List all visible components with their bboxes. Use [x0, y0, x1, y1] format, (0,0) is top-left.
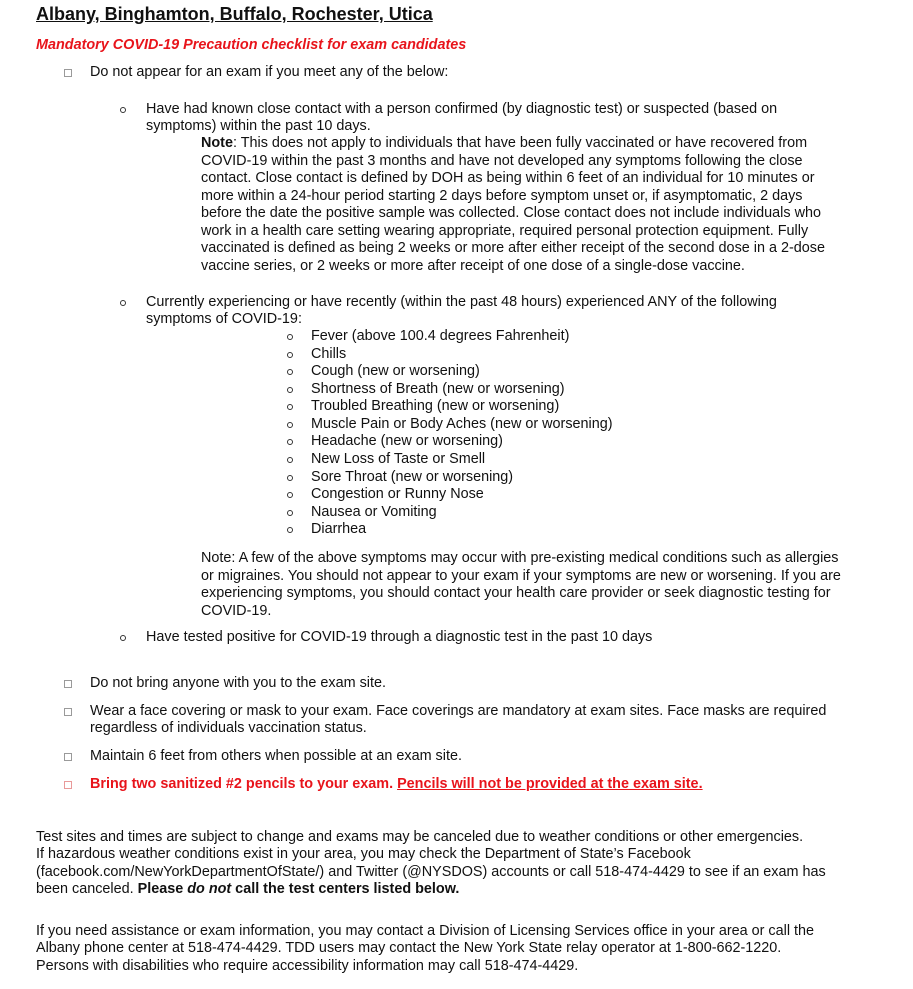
bullet-circle-icon — [120, 300, 126, 306]
footer-please: Please — [137, 881, 188, 897]
footer-para1-line1: Test sites and times are subject to change and exams may be canceled due to weather conditions or other emergencies. — [36, 829, 804, 845]
footer-para2-line2: Albany phone center at 518-474-4429. TDD users may contact the New York State relay operator at 1-800-662-1220. — [36, 940, 782, 956]
symptom-item: Nausea or Vomiting — [311, 504, 437, 520]
bullet-circle-icon — [287, 527, 293, 533]
close-contact-note-line1 — [201, 135, 807, 153]
footer-para2-line1: If you need assistance or exam information, you may contact a Division of Licensing Services office in your area or call the — [36, 923, 815, 939]
bullet-circle-icon — [287, 457, 293, 463]
close-contact-note-line8: vaccine series, or 2 weeks or more after receipt of one dose of a single-dose vaccine. — [201, 258, 745, 274]
symptoms-note-line2: or migraines. You should not appear to your exam if your symptoms are new or worsening. If you are — [201, 568, 841, 584]
symptoms-note-line3: experiencing symptoms, you should contact your health care provider or seek diagnostic testing for — [201, 585, 831, 601]
symptom-item: Cough (new or worsening) — [311, 363, 480, 379]
pencils-warning: Pencils will not be provided at the exam site. — [397, 776, 703, 792]
close-contact-note-line7: vaccinated is defined as being 2 weeks or more after either receipt of the second dose in a 2-dose — [201, 240, 825, 256]
note-label: Note — [201, 135, 233, 151]
bullet-circle-icon — [287, 334, 293, 340]
bullet-circle-icon — [287, 404, 293, 410]
bullet-circle-icon — [287, 475, 293, 481]
bullet-circle-icon — [287, 352, 293, 358]
footer-para1-line2: If hazardous weather conditions exist in your area, you may check the Department of State’s Facebook — [36, 846, 691, 862]
close-contact-note-line3: contact. Close contact is defined by DOH as being within 6 feet of an individual for 10 minutes or — [201, 170, 815, 186]
close-contact-note-line2: COVID-19 within the past 3 months and have not developed any symptoms following the close — [201, 153, 803, 169]
close-contact-line1: Have had known close contact with a person confirmed (by diagnostic test) or suspected (based on — [146, 101, 778, 117]
checkbox-icon — [64, 781, 72, 789]
symptoms-intro-line1: Currently experiencing or have recently (within the past 48 hours) experienced ANY of the following — [146, 294, 777, 310]
note-text: : This does not apply to individuals that have been fully vaccinated or have recovered from — [232, 135, 808, 151]
checklist-item-no-guests: Do not bring anyone with you to the exam site. — [90, 675, 386, 691]
close-contact-line2: symptoms) within the past 10 days. — [146, 118, 371, 134]
symptoms-note-line1: Note: A few of the above symptoms may occur with pre-existing medical conditions such as allergies — [201, 550, 839, 566]
symptom-item: Troubled Breathing (new or worsening) — [311, 398, 560, 414]
bullet-circle-icon — [287, 492, 293, 498]
checklist-title: Mandatory COVID-19 Precaution checklist for exam candidates — [36, 37, 467, 53]
close-contact-note-line5: before the date the positive sample was collected. Close contact does not include individuals who — [201, 205, 821, 221]
footer-do-not: do not — [187, 881, 232, 897]
bullet-circle-icon — [287, 510, 293, 516]
footer-para2-line3: Persons with disabilities who require accessibility information may call 518-474-4429. — [36, 958, 579, 974]
checkbox-icon — [64, 753, 72, 761]
footer-para1-line3: (facebook.com/NewYorkDepartmentOfState/) and Twitter (@NYSDOS) accounts or call 518-474-4429 to see if an exam has — [36, 864, 826, 880]
symptom-item: Congestion or Runny Nose — [311, 486, 484, 502]
checkbox-icon — [64, 69, 72, 77]
symptom-item: Diarrhea — [311, 521, 367, 537]
symptom-item: Shortness of Breath (new or worsening) — [311, 381, 565, 397]
bullet-circle-icon — [287, 422, 293, 428]
bullet-circle-icon — [120, 635, 126, 641]
close-contact-note-line4: more within a 24-hour period starting 2 days before symptom unset or, if asymptomatic, 2 days — [201, 188, 803, 204]
checklist-item-distance: Maintain 6 feet from others when possible at an exam site. — [90, 748, 462, 764]
page-heading: Albany, Binghamton, Buffalo, Rochester, Utica — [36, 4, 433, 24]
symptom-item: Fever (above 100.4 degrees Fahrenheit) — [311, 328, 570, 344]
footer-para1-line4 — [36, 881, 459, 899]
symptom-item: New Loss of Taste or Smell — [311, 451, 486, 467]
checklist-item-pencils — [90, 776, 703, 794]
footer-call-test-centers: call the test centers listed below. — [231, 881, 460, 897]
symptoms-note-line4: COVID-19. — [201, 603, 272, 619]
checkbox-icon — [64, 680, 72, 688]
symptoms-intro-line2: symptoms of COVID-19: — [146, 311, 302, 327]
tested-positive-item: Have tested positive for COVID-19 through a diagnostic test in the past 10 days — [146, 629, 653, 645]
symptom-item: Headache (new or worsening) — [311, 433, 503, 449]
bullet-circle-icon — [287, 387, 293, 393]
symptom-item: Chills — [311, 346, 347, 362]
checklist-item-do-not-appear: Do not appear for an exam if you meet any of the below: — [90, 64, 449, 80]
footer-canceled-text: been canceled. — [36, 881, 138, 897]
close-contact-note-line6: work in a health care setting wearing appropriate, required personal protection equipment. Fully — [201, 223, 809, 239]
pencils-instruction: Bring two sanitized #2 pencils to your exam. — [90, 776, 394, 792]
bullet-circle-icon — [287, 439, 293, 445]
checkbox-icon — [64, 708, 72, 716]
symptom-item: Sore Throat (new or worsening) — [311, 469, 514, 485]
bullet-circle-icon — [287, 369, 293, 375]
checklist-item-face-covering-line2: regardless of individuals vaccination status. — [90, 720, 367, 736]
checklist-item-face-covering-line1: Wear a face covering or mask to your exam. Face coverings are mandatory at exam sites. Face masks are required — [90, 703, 827, 719]
bullet-circle-icon — [120, 107, 126, 113]
symptom-item: Muscle Pain or Body Aches (new or worsening) — [311, 416, 613, 432]
